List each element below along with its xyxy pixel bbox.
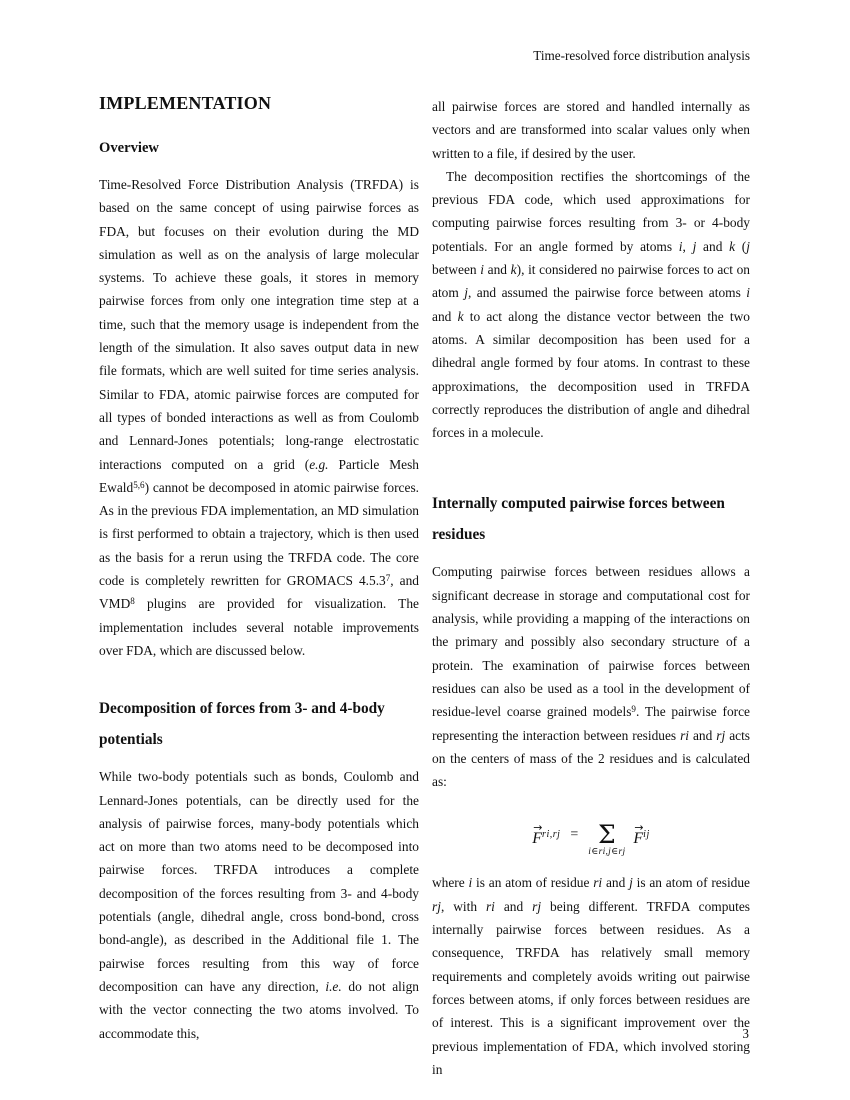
after-equation-paragraph: where i is an atom of residue ri and j is an atom of residue rj, with ri and rj being different. TRFDA computes internally pairwise forces between residues. As a consequence, TRFDA has relatively small memory requirements and completely avoids writing out pairwise forces between atoms, if only forces between residues are of interest. This is a significant improvement over the previous implementation of FDA, which involved storing in: [432, 875, 750, 1077]
section-heading-implementation: IMPLEMENTATION: [99, 93, 272, 113]
summation-limits: i∈ri,j∈rj: [588, 846, 626, 857]
page-number: 3: [742, 1026, 749, 1041]
rhs-subscript: ij: [643, 828, 650, 840]
rhs-force-vector: [633, 819, 643, 850]
pairwise-force-equation: [432, 807, 750, 861]
right-column: [432, 95, 750, 1081]
rhs-force-symbol: F: [633, 829, 644, 847]
left-column: [99, 93, 419, 1045]
continuation-paragraph: all pairwise forces are stored and handled internally as vectors and are transformed into scalar values only when written to a file, if desired by the user.: [432, 99, 750, 161]
overview-paragraph: Time-Resolved Force Distribution Analysis (TRFDA) is based on the same concept of using pairwise forces as FDA, but focuses on their evolution during the MD simulation as well as on the analysis of large molecular systems. To achieve these goals, it stores in memory pairwise forces from only one integration time step at a time, such that the memory usage is independent from the length of the simulation. It also saves output data in new file formats, which are well suited for time series analysis. Similar to FDA, atomic pairwise forces are computed for all types of bonded interactions as well as from Coulomb and Lennard-Jones potentials; long-range electrostatic interactions computed on a grid (e.g. Particle Mesh Ewald$^{5,6}$) cannot be decomposed in atomic pairwise forces. As in the previous FDA implementation, an MD simulation is first performed to obtain a trajectory, which is then used as the basis for a rerun using the TRFDA code. The core code is completely rewritten for GROMACS 4.5.3$^7$, and VMD$^8$ plugins are provided for visualization. The implementation includes several notable improvements over FDA, which are discussed below.: [99, 177, 420, 658]
subsection-heading-overview: Overview: [99, 140, 159, 156]
lhs-force-symbol: F: [532, 829, 543, 847]
subsection-heading-decomposition: Decomposition of forces from 3- and 4-body potentials: [99, 700, 385, 749]
running-header: Time-resolved force distribution analysis: [533, 48, 750, 63]
sigma-symbol: Σ: [598, 819, 616, 849]
equals-sign: =: [570, 826, 579, 842]
vector-arrow-icon: →: [634, 820, 644, 834]
lhs-force-vector: [532, 819, 542, 850]
residues-paragraph: Computing pairwise forces between residues allows a significant decrease in storage and computational cost for analysis, while providing a mapping of the interactions on the primary and possibly also secondary structure of a protein. The examination of pairwise forces between residues can also be used as a tool in the development of residue-level coarse grained models$^9$. The pairwise force representing the interaction between residues ri and rj acts on the centers of mass of the 2 residues and is calculated as:: [432, 564, 751, 790]
decomposition-rectifies-paragraph: The decomposition rectifies the shortcomings of the previous FDA code, which used approximations for computing pairwise forces resulting from 3- or 4-body potentials. For an angle formed by atoms i, j and k (j between i and k), it considered no pairwise forces to act on atom j, and assumed the pairwise force between atoms i and k to act along the distance vector between the two atoms. A similar decomposition has been used for a dihedral angle formed by four atoms. In contrast to these approximations, the decomposition used in TRFDA correctly reproduces the distribution of angle and dihedral forces in a molecule.: [432, 168, 751, 441]
summation: [588, 819, 626, 858]
lhs-subscript: ri,rj: [542, 828, 561, 840]
vector-arrow-icon: →: [533, 820, 543, 834]
subsection-heading-residues: Internally computed pairwise forces between residues: [432, 495, 725, 544]
decomposition-paragraph: While two-body potentials such as bonds, Coulomb and Lennard-Jones potentials, can be directly used for the analysis of pairwise forces, many-body potentials which act on more than two atoms need to be decomposed into pairwise forces. TRFDA introduces a complete decomposition of the forces resulting from 3- and 4-body potentials (angle, dihedral angle, cross bond-bond, cross bond-angle), as described in the Additional file 1. The pairwise forces resulting from this way of force decomposition can have any direction, i.e. do not align with the vector connecting the two atoms involved. To accommodate this,: [99, 769, 419, 1041]
